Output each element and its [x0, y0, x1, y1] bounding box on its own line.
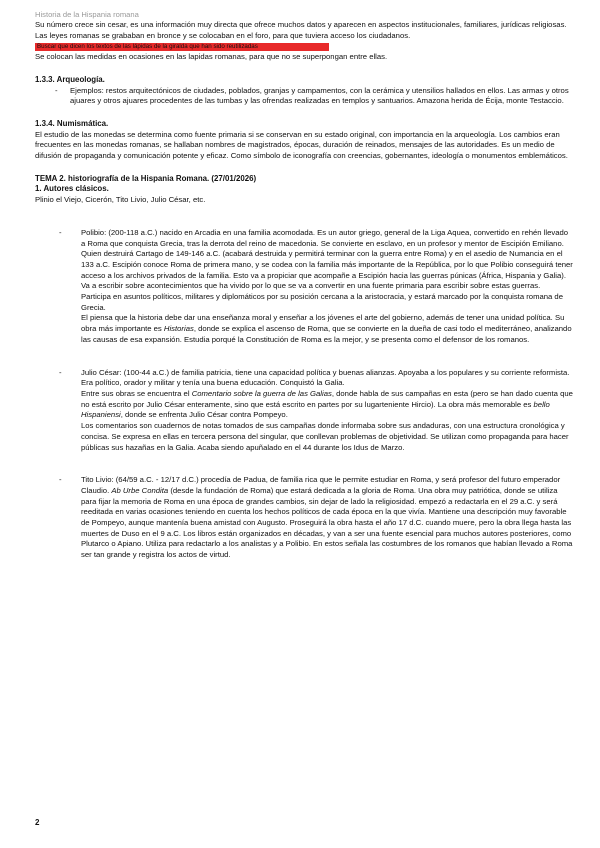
- text-run: , donde se enfrenta Julio César contra Pompeyo.: [120, 410, 288, 420]
- polibio-paragraph-3: [81, 313, 573, 345]
- section-heading-numismatica: 1.3.4. Numismática.: [35, 118, 109, 128]
- cesar-paragraph-3: Los comentarios son cuadernos de notas tomados de sus campañas donde informaba sobre sus andaduras, con una estructura cronológica y concisa. Se expresa en ellas en tercera persona del singular, que conllevan problemas de objetividad. Se utilizan como propaganda para hacer públicas sus hazañas en la Galia. Acaba siendo apuñalado en el 44 durante los Idus de Marzo.: [81, 421, 569, 452]
- running-header: Historia de la Hispania romana: [35, 10, 139, 19]
- list-item-cesar: [35, 368, 573, 454]
- list-dash: -: [59, 227, 62, 237]
- work-title: Historias: [163, 324, 194, 334]
- work-title: bello Hispaniensi: [81, 399, 550, 420]
- polibio-paragraph-1: Polibio: (200-118 a.C.) nacido en Arcadia en una familia acomodada. Es un autor griego, general de la Liga Aquea, convertido en rehén llevado a Roma que conquista Grecia, tras la derrota del reino de macedonia. Se convierte en esclavo, en un profesor y mentor de Escipión Emiliano. Quien destruirá Cartago de 149-146 a.C. (acabará destruida y permitirá terminar con la guerra entre Roma) y en el asedio de Numancia en el 133 a.C. Escipión conoce Roma de primera mano, y se codea con la familia más importante de la República, por lo que Polibio conseguirá tener acceso a los archivos privados de la familia. Esto va a propiciar que acompañe a Escipión hacia las guerras púnicas (África, Hispania y Galia). Va a escribir sobre acontecimientos que ha vivido por lo que se va a convertir en una fuente primaria para escribir sobre estas guerras.: [81, 227, 573, 291]
- intro-paragraph-2: Se colocan las medidas en ocasiones en las lapidas romanas, para que no se superpongan entre ellas.: [35, 52, 388, 62]
- subsection-heading: 1. Autores clásicos.: [35, 184, 109, 194]
- highlight-note: [35, 41, 573, 52]
- page-content: [35, 20, 573, 561]
- list-dash: -: [55, 85, 58, 95]
- intro-paragraph: Su número crece sin cesar, es una información muy directa que ofrece muchos datos y aparecen en aspectos institucionales, familiares, jurídicas religiosas. Las leyes romanas se grababan en bronce y se colocaban en el foro, para que tuviera acceso los ciudadanos.: [35, 20, 567, 40]
- livio-paragraph: [81, 475, 573, 561]
- highlighted-text: Buscar que dicen los textos de las lápidas de la giralda que han sido reutilizadas: [35, 43, 329, 51]
- page-number: 2: [35, 818, 40, 827]
- list-dash: -: [59, 475, 62, 485]
- text-run: (desde la fundación de Roma) que estará dedicada a la gloria de Roma. Una obra muy patriótica, donde se utiliza para fijar la memoria de Roma en una época de grandes cambios, sin dejar de lado la religiosidad. empezó a redactarla en el 29 a.C. y será reeditada en varias ocasiones teniendo en cuenta los hechos políticos de cada época en la que vivía. Mantiene una descripción muy favorable de Pompeyo, aunque mantenía buena amistad con Augusto. Proseguirá la obra hasta el año 17 d.C. cuando muere, pero la obra llega hasta las muertes de Duso en el 9 a.C. Los libros están organizados en décadas, y van a ser una fuente esencial para muchos autores posteriores, como Plutarco o Apiano. Utiliza para redactarlo a los analistas y a Polibio. En estos señala las costumbres de los romanos que habían llevado a Roma ser tan grande y registra los actos de virtud.: [81, 485, 573, 560]
- cesar-paragraph-2: [81, 389, 573, 421]
- text-run: Tito Livio: (64/59 a.C. - 12/17 d.C.) procedía de Padua, de familia rica que le permite estudiar en Roma, y será profesor del futuro emperador Claudio.: [81, 475, 561, 495]
- text-run: , donde se explica el ascenso de Roma, que se convierte en la dueña de casi todo el mediterráneo, analizando las causas de esa expansión. Estudia porqué la Constitución de Roma es la mejor, y se presenta como el defensor de los romanos.: [81, 324, 572, 344]
- list-item-polibio: [35, 228, 573, 346]
- list-item-livio: [35, 475, 573, 561]
- chapter-heading: TEMA 2. historiografía de la Hispania Romana. (27/01/2026): [35, 173, 257, 183]
- work-title: Ab Urbe Condita: [111, 485, 169, 495]
- list-item-text: Ejemplos: restos arquitectónicos de ciudades, poblados, granjas y campamentos, con la cerámica y utensilios hallados en ellos. Las armas y otros ajuares y otros ajuares procedentes de las tumbas y las ofrendas realizadas en templos y santuarios. Amazona herida de Écija, monte Testaccio.: [70, 85, 569, 106]
- list-dash: -: [59, 367, 62, 377]
- polibio-paragraph-2: Participa en asuntos políticos, militares y diplomáticos por su posición cercana a la aristocracia, y estará marcado por la conquista romana de Grecia.: [81, 292, 563, 312]
- work-title: Comentario sobre la guerra de las Galias: [191, 388, 332, 398]
- text-run: El piensa que la historia debe dar una enseñanza moral y enseñar a los jóvenes el arte del gobierno, además de tener una unidad política. Su obra más importante es: [81, 313, 565, 334]
- cesar-paragraph-1: Julio César: (100-44 a.C.) de familia patricia, tiene una capacidad política y buenas alianzas. Apoyaba a los populares y su corriente reformista. Era político, orador y militar y tenía una buena educación. Conquistó la Galia.: [81, 367, 570, 388]
- text-run: , donde habla de sus campañas en esta (pero se han dado cuenta que no está escrito por Julio César enteramente, sino que está escrito en partes por su lugarteniente Hircio). La obra más memorable es: [81, 388, 573, 409]
- section-heading-arqueologia: 1.3.3. Arqueología.: [35, 74, 105, 84]
- numismatica-paragraph: El estudio de las monedas se determina como fuente primaria si se conservan en su estado original, con importancia en la arqueología. Los cambios eran frecuentes en las monedas romanas, se hallaban nombres de magistrados, épocas, duración de reinados, mensajes de las autoridades. Es un medio de difusión de propaganda y comunicación potente y eficaz. Como símbolo de iconografía con creencias, gobernantes, ideología o monumentos emblemáticos.: [35, 129, 568, 161]
- authors-line: Plinio el Viejo, Cicerón, Tito Livio, Julio César, etc.: [35, 195, 206, 205]
- list-item: [35, 86, 573, 107]
- text-run: Entre sus obras se encuentra el: [81, 388, 192, 398]
